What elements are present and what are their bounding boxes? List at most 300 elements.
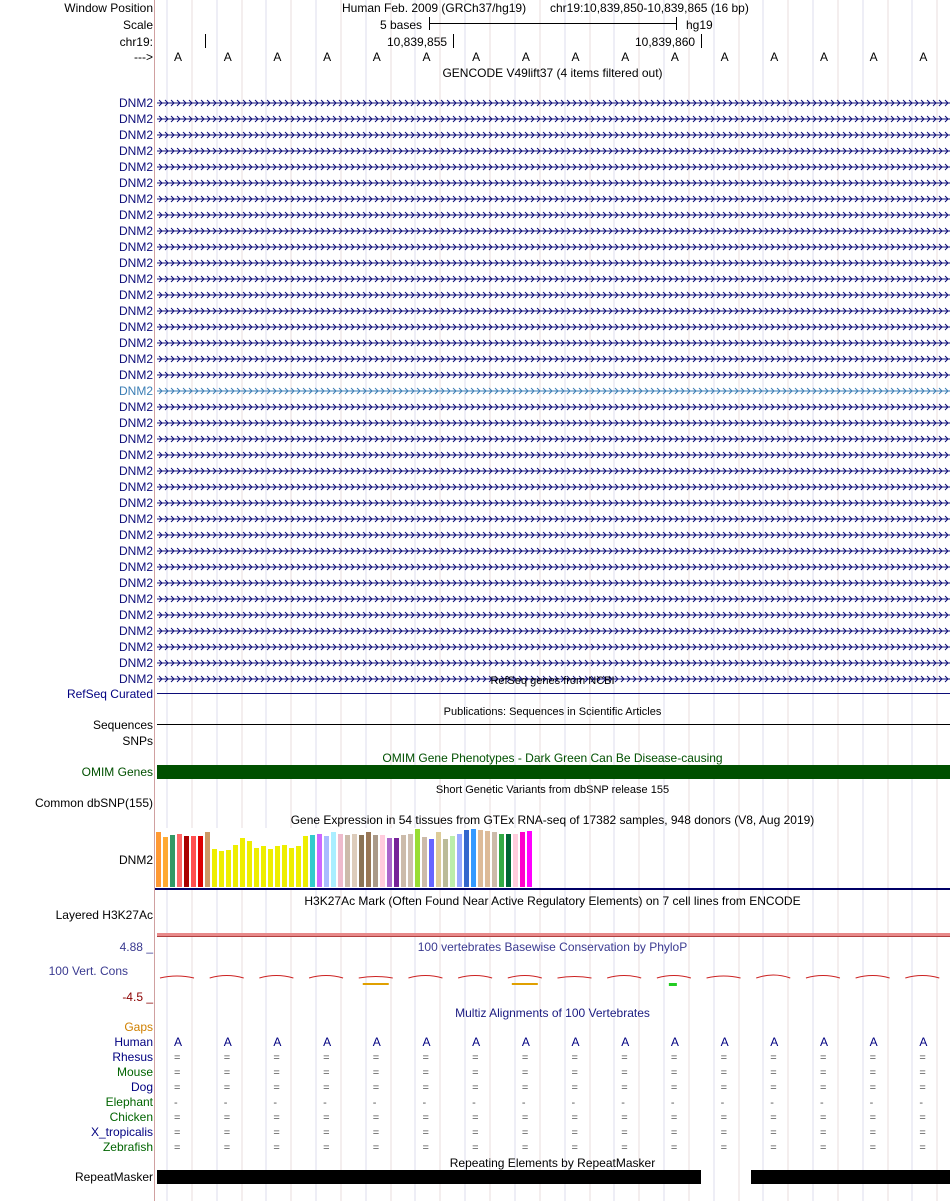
alignment-base: = [919,1127,926,1139]
alignment-base: = [919,1142,926,1154]
alignment-base: = [770,1127,777,1139]
base-letter: A [372,50,381,64]
alignment-base: = [372,1127,380,1139]
gencode-transcript[interactable] [157,658,950,668]
alignment-base: - [372,1097,377,1109]
alignment-base: = [174,1067,181,1079]
alignment-base: = [521,1112,529,1124]
gtex-tissue-bar[interactable] [219,851,224,887]
gtex-tissue-bar[interactable] [492,832,497,887]
alignment-base: A [174,1035,183,1049]
gtex-tissue-bar[interactable] [268,849,273,887]
phylop-score-mark [359,977,393,979]
gtex-tissue-bar[interactable] [170,835,175,887]
gencode-transcript[interactable] [157,114,950,124]
omim-track-title: OMIM Gene Phenotypes - Dark Green Can Be Disease-causing [382,751,723,765]
alignment-base: = [571,1142,578,1154]
gtex-tissue-bar[interactable] [478,830,483,887]
base-letter: A [819,50,828,64]
gtex-tissue-bar[interactable] [464,830,469,887]
alignment-base: = [174,1052,181,1064]
species-label[interactable]: Dog [130,1080,153,1094]
gencode-transcript[interactable] [157,594,950,604]
alignment-base: = [621,1142,628,1154]
gtex-tissue-bar[interactable] [394,838,399,887]
gencode-transcript-label[interactable]: DNM2 [118,544,153,558]
alignment-base: = [770,1052,777,1064]
alignment-base: = [571,1052,578,1064]
gtex-tissue-bar[interactable] [387,838,392,887]
phylop-score-mark [558,977,592,979]
alignment-base: = [869,1112,877,1124]
repeat-element-block[interactable] [157,1170,701,1184]
gencode-transcript-label[interactable]: DNM2 [118,208,153,222]
gencode-transcript-label[interactable]: DNM2 [118,320,153,334]
assembly-text: Human Feb. 2009 (GRCh37/hg19) [342,1,527,15]
publications-line[interactable] [157,724,950,725]
alignment-base: = [422,1112,429,1124]
alignment-base: - [273,1097,278,1109]
species-label[interactable]: Chicken [109,1110,153,1124]
alignment-base: = [323,1067,330,1079]
base-letter: A [323,50,332,64]
gencode-transcript-label[interactable]: DNM2 [118,176,153,190]
gencode-transcript-label[interactable]: DNM2 [118,432,153,446]
snps-track-label[interactable]: SNPs [122,734,153,748]
gencode-transcript-label[interactable]: DNM2 [118,416,153,430]
gtex-tissue-bar[interactable] [275,846,280,887]
gencode-transcript[interactable] [157,626,950,636]
phylop-negative-mark [363,983,389,985]
alignment-base: = [372,1067,380,1079]
gtex-tissue-bar[interactable] [338,834,343,887]
gencode-transcript[interactable] [157,482,950,492]
phylop-track-label[interactable]: 100 Vert. Cons [48,964,128,978]
gencode-transcript-label[interactable]: DNM2 [118,272,153,286]
gencode-transcript[interactable] [157,146,950,156]
phylop-score-mark [508,976,542,979]
phylop-score-mark [210,976,244,979]
gencode-transcript-label[interactable]: DNM2 [118,560,153,574]
alignment-base: = [223,1142,231,1154]
gencode-transcript[interactable] [157,562,950,572]
alignment-base: = [621,1112,628,1124]
alignment-base: A [422,1035,431,1049]
phylop-ymin: -4.5 _ [122,990,153,1004]
gtex-tissue-bar[interactable] [212,849,217,887]
alignment-base: - [621,1097,625,1109]
base-letter: A [571,50,580,64]
gencode-transcript-label[interactable]: DNM2 [118,240,153,254]
gencode-transcript-label[interactable]: DNM2 [118,352,153,366]
gtex-tissue-bar[interactable] [198,836,203,887]
alignment-base: = [670,1082,678,1094]
alignment-base: = [273,1067,280,1079]
gencode-transcript-label[interactable]: DNM2 [118,368,153,382]
gtex-tissue-bar[interactable] [443,839,448,887]
gencode-transcript-label[interactable]: DNM2 [118,160,153,174]
phylop-score-mark [607,976,641,979]
alignment-base: = [819,1142,827,1154]
alignment-base: - [521,1097,526,1109]
gencode-transcript[interactable] [157,290,950,300]
gaps-label: Gaps [124,1020,153,1034]
phylop-negative-mark [512,983,538,985]
gencode-transcript[interactable] [157,306,950,316]
alignment-base: = [720,1112,727,1124]
gtex-tissue-bar[interactable] [401,835,406,887]
gencode-transcript[interactable] [157,226,950,236]
alignment-base: = [223,1127,231,1139]
phylop-score-mark [408,976,442,979]
gencode-transcript-label[interactable]: DNM2 [118,400,153,414]
alignment-base: = [323,1127,330,1139]
gtex-tissue-bar[interactable] [240,838,245,887]
scale-bar [429,17,677,31]
gencode-transcript-label[interactable]: DNM2 [118,448,153,462]
gencode-transcript-label[interactable]: DNM2 [118,576,153,590]
alignment-base: = [670,1067,678,1079]
gencode-transcript-label[interactable]: DNM2 [118,288,153,302]
alignment-base: A [223,1035,232,1049]
phylop-score-mark [806,976,840,979]
alignment-base: A [323,1035,332,1049]
gtex-tissue-bar[interactable] [359,835,364,887]
gtex-tissue-bar[interactable] [191,836,196,887]
alignment-base: = [571,1067,578,1079]
h3k27ac-track-label[interactable]: Layered H3K27Ac [55,908,153,922]
alignment-base: = [670,1127,678,1139]
base-letter: A [472,50,481,64]
alignment-base: = [869,1142,877,1154]
ruler-tick [453,34,454,48]
gtex-tissue-bar[interactable] [457,834,462,887]
alignment-base: = [472,1112,479,1124]
alignment-base: A [372,1035,381,1049]
gencode-transcript-label[interactable]: DNM2 [118,192,153,206]
gtex-track-label[interactable]: DNM2 [118,853,153,867]
alignment-base: = [422,1052,429,1064]
base-letter: A [273,50,282,64]
gencode-transcript[interactable] [157,370,950,380]
scale-label: Scale [122,18,153,32]
gtex-tissue-bar[interactable] [303,836,308,887]
dbsnp-track-label[interactable]: Common dbSNP(155) [34,796,153,810]
gtex-tissue-bar[interactable] [499,834,504,887]
dbsnp-track-title: Short Genetic Variants from dbSNP release 155 [435,784,670,796]
gtex-tissue-bar[interactable] [331,832,336,887]
gencode-transcript-label[interactable]: DNM2 [118,512,153,526]
gtex-tissue-bar[interactable] [247,841,252,887]
alignment-base: = [422,1082,429,1094]
gtex-tissue-bar[interactable] [296,846,301,887]
gtex-tissue-bar[interactable] [527,831,532,887]
alignment-base: = [720,1142,727,1154]
gtex-tissue-bar[interactable] [156,832,161,887]
gtex-tissue-bar[interactable] [352,834,357,887]
gencode-transcript[interactable] [157,450,950,460]
h3k27ac-baseline [157,936,950,937]
alignment-base: - [869,1097,874,1109]
alignment-base: = [621,1082,628,1094]
gencode-transcript[interactable] [157,274,950,284]
gencode-transcript[interactable] [157,322,950,332]
phylop-positive-mark [669,983,677,986]
gencode-transcript-label[interactable]: DNM2 [118,608,153,622]
omim-track-label[interactable]: OMIM Genes [81,765,153,779]
gtex-tissue-bar[interactable] [289,848,294,887]
alignment-base: = [770,1142,777,1154]
alignment-base: - [472,1097,476,1109]
phylop-signal[interactable] [155,968,950,992]
gencode-transcript[interactable] [157,434,950,444]
alignment-base: = [174,1082,181,1094]
gencode-track-title: GENCODE V49lift37 (4 items filtered out) [442,66,663,80]
species-label[interactable]: Rhesus [112,1050,153,1064]
gtex-tissue-bar[interactable] [471,829,476,887]
species-label[interactable]: Human [114,1035,153,1049]
species-label[interactable]: Elephant [105,1095,153,1109]
alignment-base: A [919,1035,928,1049]
phylop-ymax: 4.88 _ [119,940,153,954]
alignment-base: = [521,1052,529,1064]
gencode-transcript[interactable] [157,610,950,620]
gtex-bar-chart[interactable] [155,828,950,890]
gtex-tissue-bar[interactable] [366,832,371,887]
ruler-tick [205,34,206,48]
alignment-base: A [521,1035,530,1049]
alignment-base: = [720,1082,727,1094]
alignment-base: = [223,1082,231,1094]
gtex-tissue-bar[interactable] [177,834,182,887]
base-letter: A [869,50,878,64]
alignment-base: = [422,1127,429,1139]
gencode-transcript-label[interactable]: DNM2 [118,656,153,670]
gencode-transcript[interactable] [157,242,950,252]
chrom-label: chr19: [119,35,153,49]
gencode-transcript-label[interactable]: DNM2 [118,528,153,542]
phylop-score-mark [160,976,194,978]
alignment-base: = [571,1082,578,1094]
gencode-transcript[interactable] [157,418,950,428]
strand-label: ---> [134,50,153,64]
phylop-score-mark [309,976,343,979]
gencode-transcript[interactable] [157,354,950,364]
alignment-base: = [869,1052,877,1064]
gtex-tissue-bar[interactable] [233,845,238,887]
alignment-base: A [720,1035,729,1049]
alignment-base: - [720,1097,725,1109]
gtex-tissue-bar[interactable] [324,836,329,887]
alignment-base: = [372,1082,380,1094]
alignment-base: = [621,1127,628,1139]
gencode-transcript-label[interactable]: DNM2 [118,624,153,638]
base-letter: A [720,50,729,64]
alignment-base: = [174,1112,181,1124]
gencode-transcript[interactable] [157,258,950,268]
gencode-transcript[interactable] [157,514,950,524]
gtex-tissue-bar[interactable] [450,836,455,887]
gtex-tissue-bar[interactable] [205,832,210,887]
alignment-base: = [670,1142,678,1154]
alignment-base: - [422,1097,427,1109]
alignment-base: = [422,1067,429,1079]
gencode-transcript-label[interactable]: DNM2 [118,96,153,110]
h3k27ac-track-title: H3K27Ac Mark (Often Found Near Active Regulatory Elements) on 7 cell lines from ENCODE [304,894,801,908]
alignment-base: = [223,1052,231,1064]
alignment-base: = [770,1082,777,1094]
phylop-score-mark [905,976,939,979]
base-letter: A [621,50,630,64]
gencode-transcript[interactable] [157,466,950,476]
alignment-base: = [621,1052,628,1064]
gtex-tissue-bar[interactable] [415,829,420,887]
gencode-transcript[interactable] [157,162,950,172]
gtex-tissue-bar[interactable] [506,834,511,887]
species-label[interactable]: Mouse [116,1065,153,1079]
base-letter: A [174,50,183,64]
gtex-tissue-bar[interactable] [310,835,315,887]
base-letter: A [521,50,530,64]
gtex-tissue-bar[interactable] [485,831,490,887]
gtex-tissue-bar[interactable] [184,836,189,887]
alignment-base: = [174,1127,181,1139]
gencode-transcript[interactable] [157,578,950,588]
multiz-track-title: Multiz Alignments of 100 Vertebrates [455,1006,650,1020]
alignment-base: = [670,1052,678,1064]
alignment-base: = [223,1112,231,1124]
gtex-tissue-bar[interactable] [422,837,427,887]
gencode-transcript[interactable] [157,642,950,652]
alignment-base: - [174,1097,178,1109]
ruler-pos-1: 10,839,855 [387,35,448,49]
gencode-transcript-label[interactable]: DNM2 [118,256,153,270]
refseq-track-label[interactable]: RefSeq Curated [66,687,153,701]
refseq-gene-line[interactable] [157,693,950,694]
phylop-score-mark [458,976,492,979]
gencode-transcript-label[interactable]: DNM2 [118,672,153,686]
gencode-transcript-label[interactable]: DNM2 [118,336,153,350]
alignment-base: = [919,1112,926,1124]
gtex-tissue-bar[interactable] [429,839,434,887]
publications-track-label[interactable]: Sequences [92,718,153,732]
species-label[interactable]: X_tropicalis [90,1125,153,1139]
gencode-transcript[interactable] [157,498,950,508]
gtex-track-title: Gene Expression in 54 tissues from GTEx RNA-seq of 17382 samples, 948 donors (V8, Aug 2019) [290,813,815,827]
alignment-base: = [571,1127,578,1139]
gencode-transcript-label[interactable]: DNM2 [118,496,153,510]
alignment-base: A [273,1035,282,1049]
alignment-base: = [472,1067,479,1079]
alignment-base: = [670,1112,678,1124]
gtex-tissue-bar[interactable] [380,835,385,887]
scale-assembly: hg19 [686,18,713,32]
phylop-score-mark [657,976,691,979]
gencode-transcript[interactable] [157,178,950,188]
repeatmasker-track-label[interactable]: RepeatMasker [74,1170,153,1184]
refseq-track-title: RefSeq genes from NCBI [490,675,615,687]
phylop-score-mark [707,976,741,978]
gtex-tissue-bar[interactable] [373,835,378,887]
alignment-base: - [770,1097,774,1109]
alignment-base: = [869,1067,877,1079]
alignment-base: = [621,1067,628,1079]
omim-gene-bar[interactable] [157,765,950,779]
phylop-score-mark [756,975,790,978]
gencode-transcript[interactable] [157,130,950,140]
base-letter: A [919,50,928,64]
gtex-tissue-bar[interactable] [520,832,525,887]
gtex-tissue-bar[interactable] [436,832,441,887]
alignment-base: - [919,1097,923,1109]
alignment-base: - [819,1097,824,1109]
alignment-base: A [472,1035,481,1049]
gencode-transcript-label[interactable]: DNM2 [118,480,153,494]
ruler-pos-2: 10,839,860 [635,35,696,49]
gtex-tissue-bar[interactable] [163,837,168,887]
gtex-tissue-bar[interactable] [254,848,259,887]
alignment-base: = [372,1052,380,1064]
gencode-transcript-label[interactable]: DNM2 [118,144,153,158]
gtex-tissue-bar[interactable] [345,835,350,887]
gtex-tissue-bar[interactable] [317,834,322,887]
phylop-track-title: 100 vertebrates Basewise Conservation by PhyloP [417,940,688,954]
gencode-transcript[interactable] [157,210,950,220]
gencode-transcript-label[interactable]: DNM2 [118,224,153,238]
alignment-base: = [472,1142,479,1154]
gencode-transcript-label[interactable]: DNM2 [118,640,153,654]
alignment-base: = [869,1082,877,1094]
alignment-base: = [919,1052,926,1064]
gencode-transcript[interactable] [157,194,950,204]
gencode-transcript[interactable] [157,402,950,412]
alignment-base: = [819,1067,827,1079]
gencode-transcript[interactable] [157,530,950,540]
alignment-base: - [223,1097,228,1109]
window-position-label: Window Position [64,1,153,15]
gencode-transcript-label[interactable]: DNM2 [118,128,153,142]
gtex-tissue-bar[interactable] [226,850,231,887]
gtex-tissue-bar[interactable] [261,846,266,887]
gtex-tissue-bar[interactable] [513,834,518,887]
gencode-transcript[interactable] [157,338,950,348]
alignment-base: = [819,1112,827,1124]
alignment-base: = [174,1142,181,1154]
gencode-transcript-label[interactable]: DNM2 [118,304,153,318]
gencode-transcript-label[interactable]: DNM2 [118,592,153,606]
gencode-transcript[interactable] [157,98,950,108]
alignment-base: A [770,1035,779,1049]
species-label[interactable]: Zebrafish [102,1140,153,1154]
alignment-base: A [621,1035,630,1049]
scale-text: 5 bases [380,18,423,32]
alignment-base: - [323,1097,327,1109]
alignment-base: = [223,1067,231,1079]
alignment-base: = [720,1127,727,1139]
gtex-tissue-bar[interactable] [282,845,287,887]
alignment-base: = [869,1127,877,1139]
gencode-transcript[interactable] [157,546,950,556]
gencode-transcript-label[interactable]: DNM2 [118,464,153,478]
alignment-base: = [323,1112,330,1124]
gencode-transcript-label[interactable]: DNM2 [118,112,153,126]
phylop-score-mark [856,976,890,979]
repeat-element-block[interactable] [751,1170,950,1184]
gencode-transcript[interactable] [157,386,950,396]
gencode-transcript-label[interactable]: DNM2 [118,384,153,398]
gtex-tissue-bar[interactable] [408,834,413,887]
alignment-base: = [919,1082,926,1094]
